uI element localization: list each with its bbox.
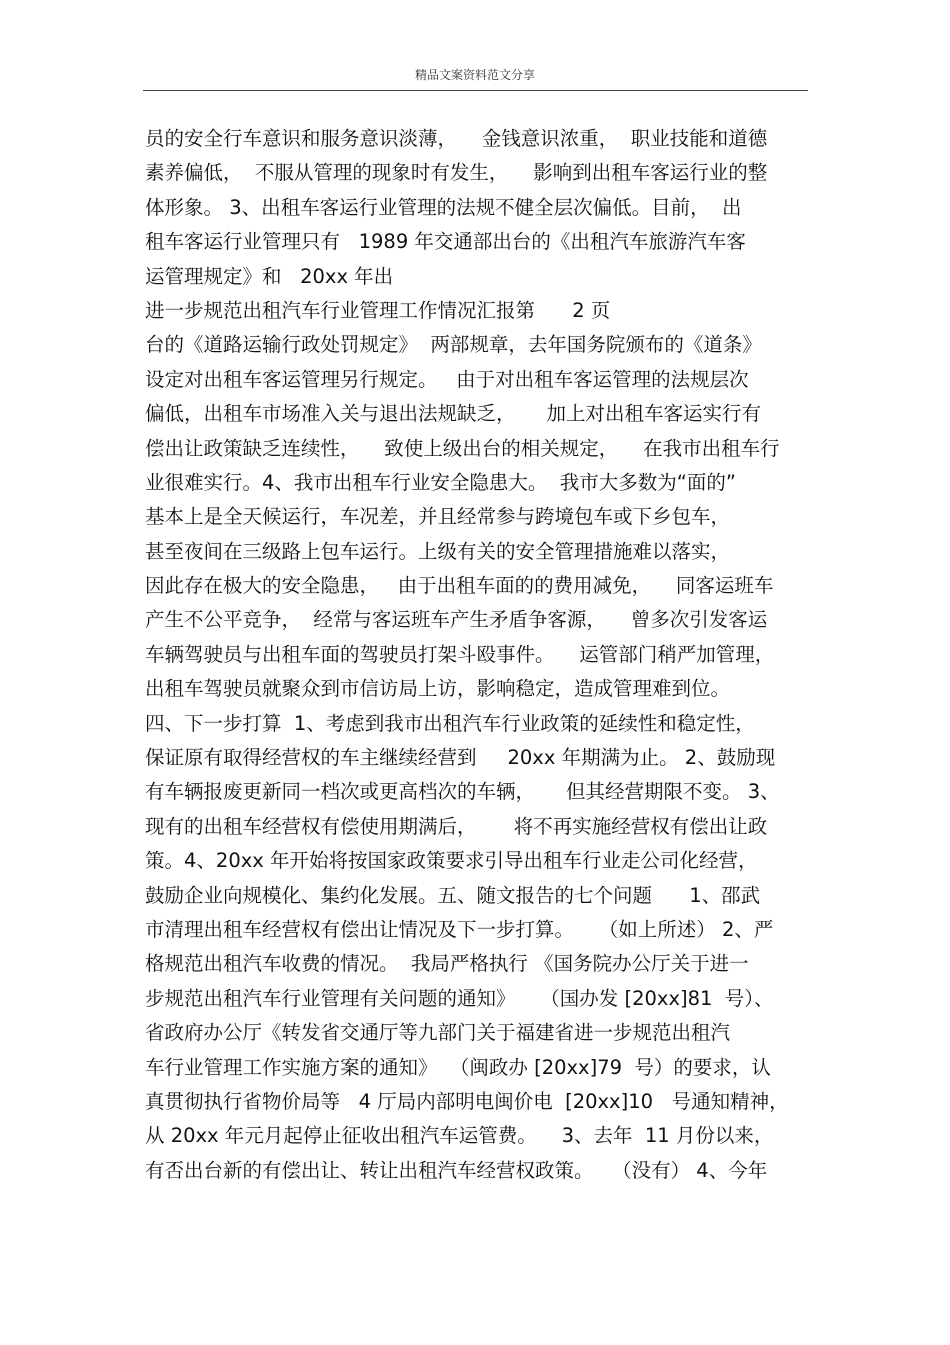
body-line: 鼓励企业向规模化、集约化发展。五、随文报告的七个问题 1、邵武 [145,883,761,907]
body-line: 设定对出租车客运管理另行规定。 由于对出租车客运管理的法规层次 [145,367,749,391]
document-body [145,122,813,1188]
body-line: 车辆驾驶员与出租车面的驾驶员打架斗殴事件。 运管部门稍严加管理， [145,642,775,666]
body-line: 省政府办公厅《转发省交通厅等九部门关于福建省进一步规范出租汽 [145,1021,731,1045]
body-line: 偿出让政策缺乏连续性， 致使上级出台的相关规定， 在我市出租车行 [145,436,780,460]
body-line: 有否出台新的有偿出让、转让出租汽车经营权政策。 （没有） 4、今年 [145,1158,768,1182]
body-line: 运管理规定》和 20xx 年出 [145,264,394,288]
body-line: 租车客运行业管理只有 1989 年交通部出台的《出租汽车旅游汽车客 [145,230,746,254]
body-line: 市清理出租车经营权有偿出让情况及下一步打算。 （如上所述） 2、严 [145,917,774,941]
body-line: 产生不公平竞争， 经常与客运班车产生矛盾争客源， 曾多次引发客运 [145,608,768,632]
body-line: 因此存在极大的安全隐患， 由于出租车面的的费用减免， 同客运班车 [145,574,774,598]
body-line: 格规范出租汽车收费的情况。 我局严格执行 《国务院办公厅关于进一 [145,952,749,976]
body-line: 现有的出租车经营权有偿使用期满后， 将不再实施经营权有偿出让政 [145,814,768,838]
body-line: 四、下一步打算 1、考虑到我市出租汽车行业政策的延续性和稳定性， [145,711,755,735]
body-line: 素养偏低， 不服从管理的现象时有发生， 影响到出租车客运行业的整 [145,161,768,185]
body-line: 从 20xx 年元月起停止征收出租汽车运管费。 3、去年 11 月份以来， [145,1124,774,1148]
body-line: 偏低，出租车市场准入关与退出法规缺乏， 加上对出租车客运实行有 [145,402,761,426]
body-line: 业很难实行。4、我市出租车行业安全隐患大。 我市大多数为“面的” [145,470,737,494]
body-line: 基本上是全天候运行，车况差，并且经常参与跨境包车或下乡包车， [145,505,731,529]
body-line: 进一步规范出租汽车行业管理工作情况汇报第 2 页 [145,298,611,322]
body-line: 体形象。 3、出租车客运行业管理的法规不健全层次偏低。目前， 出 [145,195,742,219]
body-line: 真贯彻执行省物价局等 4 厅局内部明电闽价电 [20xx]10 号通知精神， [145,1089,789,1113]
body-line: 台的《道路运输行政处罚规定》 两部规章，去年国务院颁布的《道条》 [145,333,762,357]
body-line: 甚至夜间在三级路上包车运行。上级有关的安全管理措施难以落实， [145,539,731,563]
body-line: 有车辆报废更新同一档次或更高档次的车辆， 但其经营期限不变。 3、 [145,780,780,804]
page-header: 精品文案资料范文分享 [414,68,535,82]
body-line: 出租车驾驶员就聚众到市信访局上访，影响稳定，造成管理难到位。 [145,677,731,701]
body-line: 步规范出租汽车行业管理有关问题的通知》 （国办发 [20xx]81 号）、 [145,986,774,1010]
body-line: 车行业管理工作实施方案的通知》 （闽政办 [20xx]79 号）的要求，认 [145,1055,771,1079]
body-line: 策。4、20xx 年开始将按国家政策要求引导出租车行业走公司化经营， [145,849,758,873]
header-divider [143,90,808,91]
body-line: 员的安全行车意识和服务意识淡薄， 金钱意识浓重， 职业技能和道德 [145,127,768,150]
body-line: 保证原有取得经营权的车主继续经营到 20xx 年期满为止。 2、鼓励现 [145,746,776,770]
